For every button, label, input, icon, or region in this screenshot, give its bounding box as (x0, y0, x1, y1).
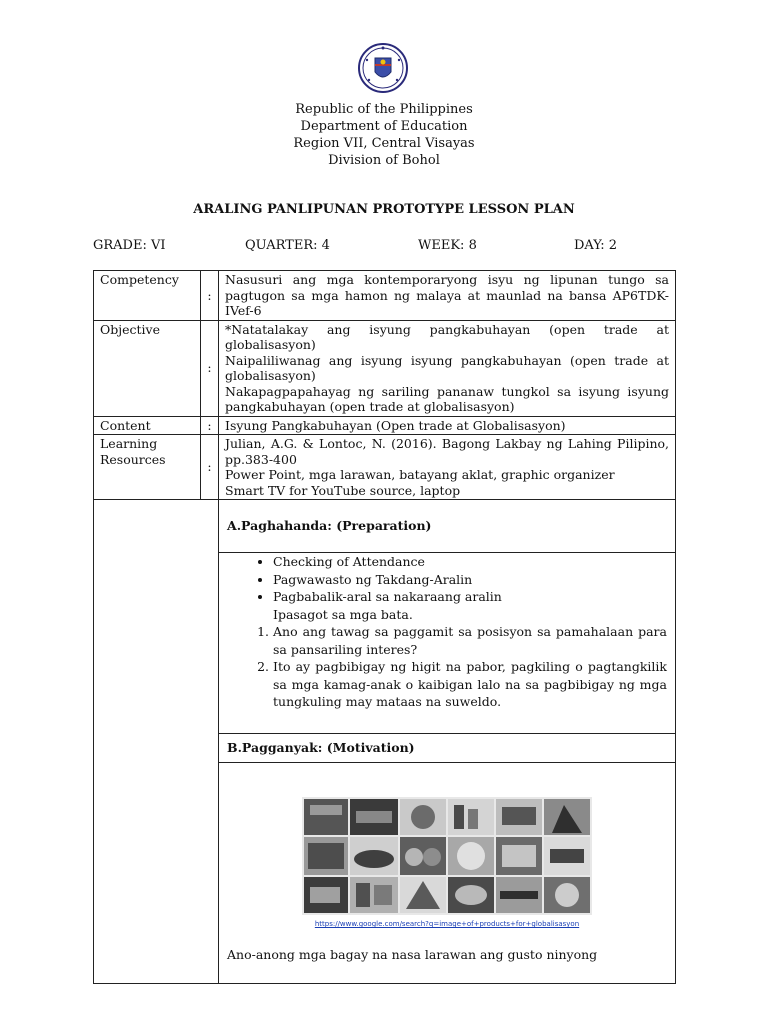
procedure-cell (219, 500, 676, 984)
objective-label: Objective (94, 320, 201, 416)
header-line-region: Region VII, Central Visayas (293, 136, 475, 151)
objective-item: Nakapagpapahayag ng sariling pananaw tungkol sa isyung isyung pangkabuhayan (open trade at globalisasyon) (225, 383, 669, 414)
preparation-heading-row (219, 500, 675, 553)
resources-label: Learning Resources (94, 435, 201, 500)
products-collage-image (302, 797, 592, 915)
lesson-plan-table (93, 270, 676, 984)
preparation-body (219, 553, 675, 734)
motivation-heading: B.Pagganyak: (Motivation) (219, 734, 675, 763)
competency-label: Competency (94, 271, 201, 321)
week-label: WEEK: 8 (418, 238, 477, 253)
grade-label: GRADE: VI (93, 238, 166, 253)
resource-item: Power Point, mga larawan, batayang aklat, graphic organizer (225, 467, 615, 482)
competency-text: Nasusuri ang mga kontemporaryong isyu ng lipunan tungo sa pagtugon sa mga hamon ng malaya at maunlad na bansa AP6TDK-IVef-6 (219, 271, 676, 321)
objective-item: Naipaliliwanag ang isyung isyung pangkabuhayan (open trade at globalisasyon) (225, 352, 669, 383)
motivation-body (219, 763, 675, 984)
resources-row (94, 435, 676, 500)
lesson-plan-title: ARALING PANLIPUNAN PROTOTYPE LESSON PLAN (193, 202, 575, 217)
bullet-item: • Pagbabalik-aral sa nakaraang aralin (273, 588, 667, 606)
day-label: DAY: 2 (574, 238, 618, 253)
header-line-division: Division of Bohol (328, 153, 440, 168)
question-item: 1. Ano ang tawag sa paggamit sa posisyon sa pamahalaan para sa pansariling interes? (273, 623, 667, 658)
image-source-link[interactable]: https://www.google.com/search?q=image+of+products+for+globalisasyon (314, 920, 580, 928)
quarter-label: QUARTER: 4 (245, 238, 330, 253)
resource-item: Smart TV for YouTube source, laptop (225, 482, 461, 498)
colon-separator: : (201, 435, 219, 500)
bullet-item: • Checking of Attendance (273, 553, 667, 571)
content-label: Content (94, 416, 201, 435)
resources-list (219, 435, 676, 500)
motivation-body-row (219, 763, 675, 984)
content-row (94, 416, 676, 435)
content-text: Isyung Pangkabuhayan (Open trade at Globalisasyon) (219, 416, 676, 435)
header-line-department: Department of Education (300, 119, 468, 134)
resource-item: Julian, A.G. & Lontoc, N. (2016). Bagong Lakbay ng Lahing Pilipino, pp.383-400 (225, 436, 669, 467)
colon-separator: : (201, 320, 219, 416)
preparation-heading: A.Paghahanda: (Preparation) (219, 500, 675, 553)
review-questions (227, 623, 667, 711)
colon-separator: : (201, 416, 219, 435)
preparation-bullets (227, 553, 667, 606)
procedure-blank-cell (94, 500, 219, 984)
header-line-republic: Republic of the Philippines (295, 102, 473, 117)
objective-item: *Natatalakay ang isyung pangkabuhayan (open trade at globalisasyon) (225, 321, 669, 352)
question-item: 2. Ito ay pagbibigay ng higit na pabor, pagkiling o pagtangkilik sa mga kamag-anak o kaibigan lalo na sa pagbibigay ng mga tungkuling may mataas na suweldo. (273, 658, 667, 711)
motivation-heading-row (219, 734, 675, 763)
document-header (0, 101, 768, 169)
instruction-text: Ipasagot sa mga bata. (273, 606, 413, 622)
procedure-table (219, 500, 675, 983)
motivation-question: Ano-anong mga bagay na nasa larawan ang gusto ninyong (227, 946, 598, 962)
preparation-body-row (219, 553, 675, 734)
objective-row (94, 320, 676, 416)
deped-seal-logo (357, 40, 409, 96)
objective-list (219, 320, 676, 416)
competency-row (94, 271, 676, 321)
bullet-item: • Pagwawasto ng Takdang-Aralin (273, 571, 667, 589)
procedure-row (94, 500, 676, 984)
colon-separator: : (201, 271, 219, 321)
